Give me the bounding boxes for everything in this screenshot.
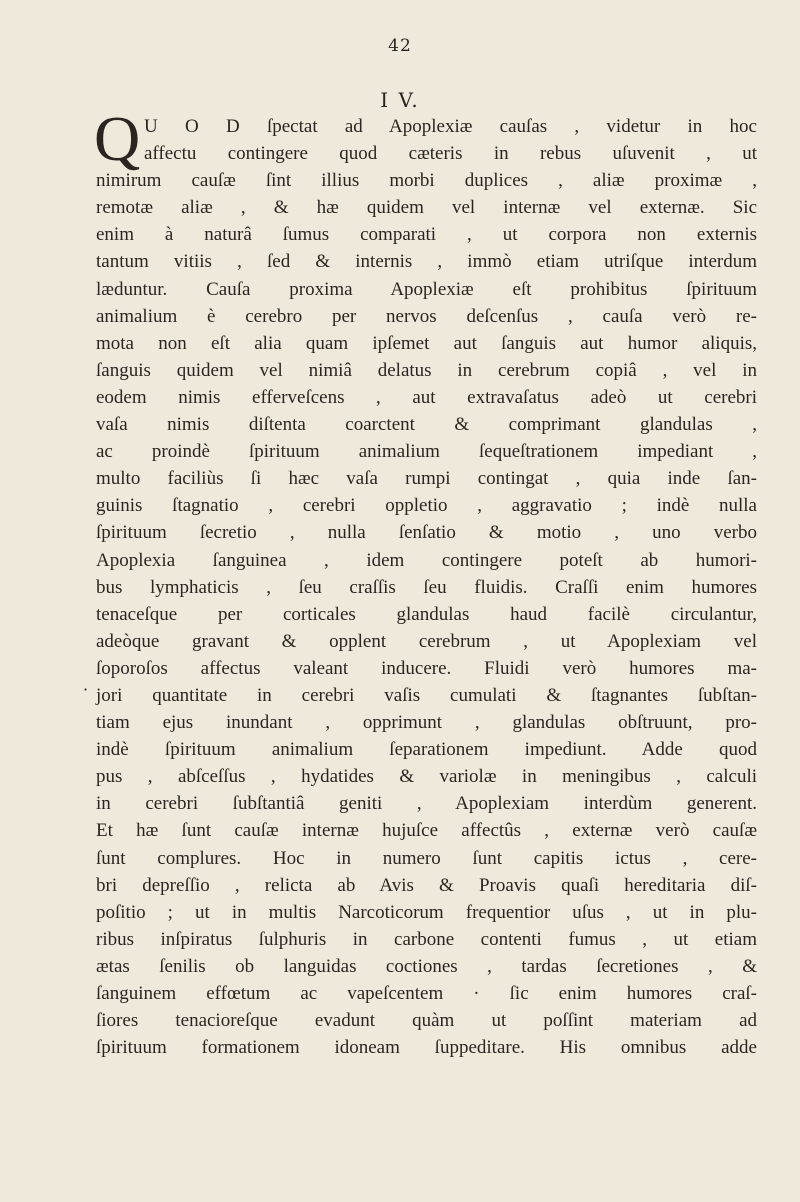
text-line: in cerebri ſubſtantiâ geniti , Apoplexiam interdùm generent. [96,793,757,815]
text-line: U O D ſpectat ad Apoplexiæ cauſas , videtur in hoc [144,116,757,137]
text-line: adeòque gravant & opplent cerebrum , ut Apoplexiam vel [96,630,757,652]
text-line: ætas ſenilis ob languidas coctiones , tardas ſecretiones , & [96,955,757,977]
text-line: enim à naturâ ſumus comparati , ut corpora non externis [96,224,757,246]
text-line: bri depreſſio , relicta ab Avis & Proavis quaſi hereditaria diſ- [96,874,757,896]
text-line: animalium è cerebro per nervos deſcenſus , cauſa verò re- [96,305,757,327]
text-line: indè ſpirituum animalium ſeparationem impediunt. Adde quod [96,739,757,761]
text-line: vaſa nimis diſtenta coarctent & comprimant glandulas , [96,414,757,436]
section-heading: I V. [380,88,420,112]
text-line: Et hæ ſunt cauſæ internæ hujuſce affectûs , externæ verò cauſæ [96,820,757,842]
text-line: tantum vitiis , ſed & internis , immò etiam utriſque interdum [96,251,757,273]
text-line: remotæ aliæ , & hæ quidem vel internæ vel externæ. Sic [96,197,757,219]
text-line: poſitio ; ut in multis Narcoticorum frequentior uſus , ut in plu- [96,901,757,923]
text-line: tenaceſque per corticales glandulas haud facilè circulantur, [96,603,757,625]
text-line: ac proindè ſpirituum animalium ſequeſtrationem impediant , [96,441,757,463]
body-text [94,103,757,1061]
drop-cap-letter: Q [94,103,141,174]
text-line: mota non eſt alia quam ipſemet aut ſanguis aut humor aliquis, [96,332,757,354]
text-line: ribus inſpiratus ſulphuris in carbone contenti fumus , ut etiam [96,928,757,950]
text-line: guinis ſtagnatio , cerebri oppletio , aggravatio ; indè nulla [96,495,757,517]
text-line: pus , abſceſſus , hydatides & variolæ in meningibus , calculi [96,766,757,788]
text-line: ſanguinem effœtum ac vapeſcentem · ſic enim humores craſ- [96,983,757,1004]
page-number: 42 [388,36,412,56]
text-line: affectu contingere quod cæteris in rebus uſuvenit , ut [144,143,757,165]
text-line: læduntur. Cauſa proxima Apoplexiæ eſt prohibitus ſpirituum [96,278,757,300]
text-line: tiam ejus inundant , opprimunt , glandulas obſtruunt, pro- [96,712,757,734]
text-line: ſunt complures. Hoc in numero ſunt capitis ictus , cere- [96,847,757,869]
text-line: ſanguis quidem vel nimiâ delatus in cerebrum copiâ , vel in [96,359,757,381]
text-line: ſiores tenacioreſque evadunt quàm ut poſſint materiam ad [96,1010,757,1032]
text-line: ſpirituum ſecretio , nulla ſenſatio & motio , uno verbo [96,522,757,544]
text-line: ſoporoſos affectus valeant inducere. Fluidi verò humores ma- [96,657,757,679]
text-line: jori quantitate in cerebri vaſis cumulati & ſtagnantes ſubſtan- [96,684,757,706]
text-line: multo faciliùs ſi hæc vaſa rumpi contingat , quia inde ſan- [96,468,757,490]
text-line: eodem nimis efferveſcens , aut extravaſatus adeò ut cerebri [96,386,757,408]
text-line: ſpirituum formationem idoneam ſuppeditare. His omnibus adde [96,1037,757,1059]
text-line: nimirum cauſæ ſint illius morbi duplices , aliæ proximæ , [96,170,757,192]
margin-mark: · [83,680,89,699]
text-line: bus lymphaticis , ſeu craſſis ſeu fluidis. Craſſi enim humores [96,576,757,598]
text-line: Apoplexia ſanguinea , idem contingere poteſt ab humori- [96,549,757,571]
